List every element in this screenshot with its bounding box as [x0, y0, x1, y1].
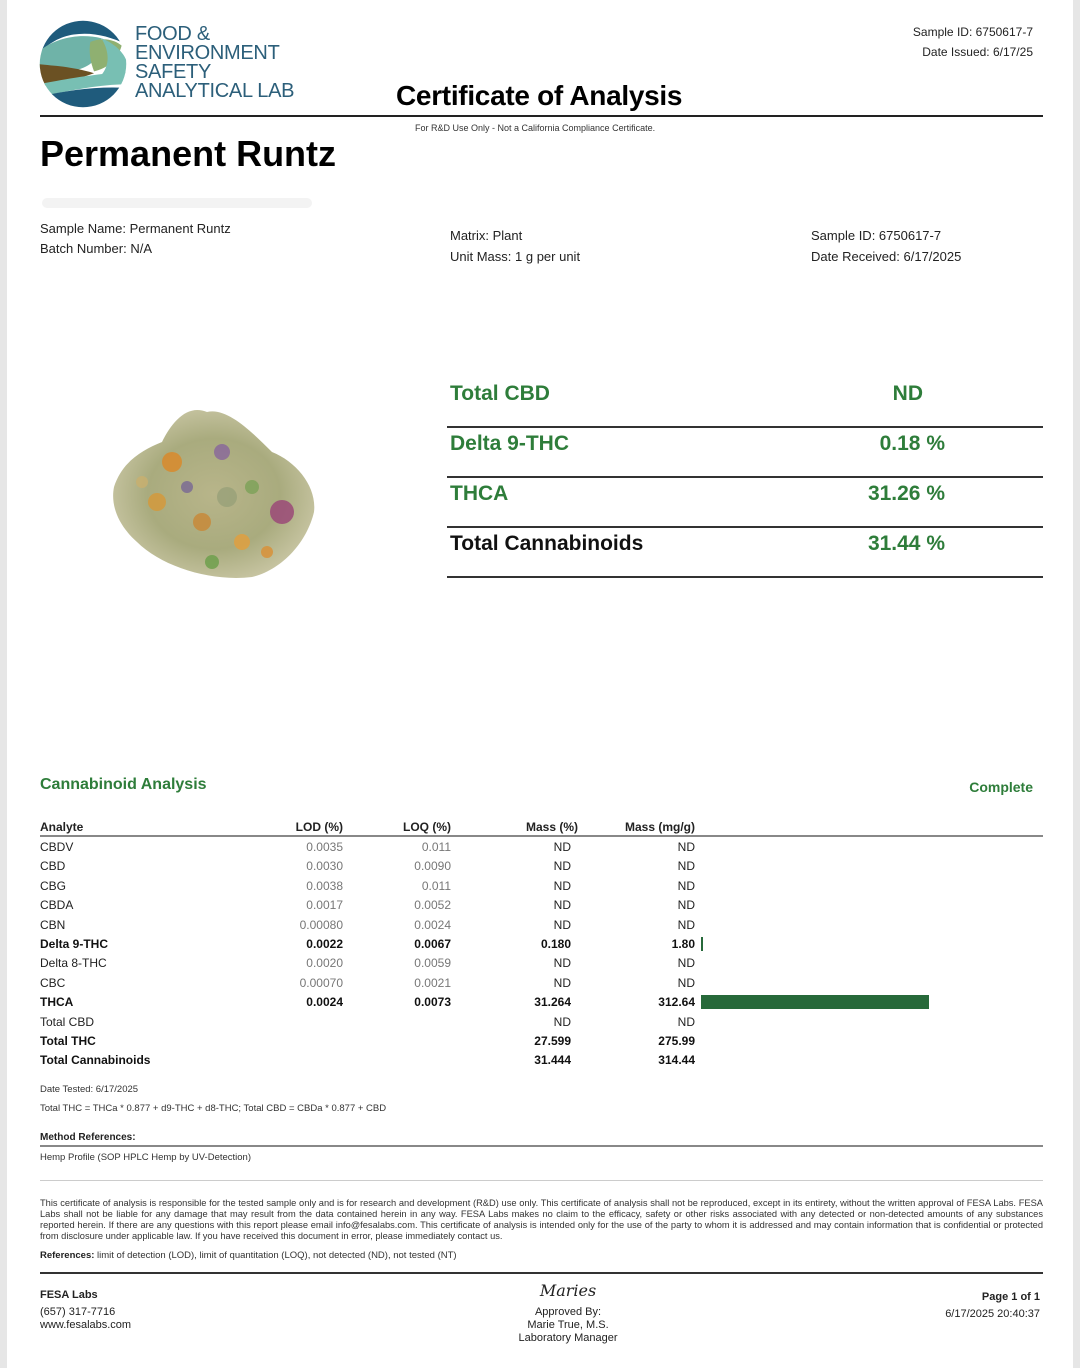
- loq-cell: 0.011: [421, 840, 451, 854]
- approver-name: Marie True, M.S.: [527, 1319, 609, 1331]
- mass-mg-cell: 275.99: [658, 1033, 695, 1048]
- analyte-cell: CBG: [40, 878, 67, 893]
- mass-pct-cell: 0.180: [540, 936, 571, 951]
- table-row: [40, 1050, 1043, 1069]
- mass-mg-cell: ND: [677, 956, 695, 971]
- table-row: [40, 856, 1043, 875]
- mass-mg-cell: ND: [677, 859, 695, 874]
- analyte-cell: Total Cannabinoids: [40, 1053, 151, 1068]
- analyte-cell: CBC: [40, 975, 66, 990]
- matrix: Matrix: Plant: [450, 228, 523, 243]
- header-meta: [913, 22, 1033, 62]
- mass-mg-cell: 314.44: [658, 1053, 695, 1068]
- analyte-cell: CBN: [40, 917, 66, 932]
- summary-row-delta9-thc: [447, 428, 1043, 478]
- analyte-cell: Delta 8-THC: [40, 956, 107, 971]
- column-header: LOQ (%): [403, 820, 451, 834]
- status-badge: Complete: [969, 779, 1033, 795]
- table-row: [40, 876, 1043, 895]
- mass-mg-cell: 1.80: [671, 936, 695, 951]
- lod-cell: 0.0022: [306, 936, 343, 951]
- mass-pct-cell: ND: [553, 956, 571, 971]
- table-row: [40, 1012, 1043, 1031]
- summary-row-thca: [447, 478, 1043, 528]
- page-number: Page 1 of 1: [981, 1291, 1040, 1303]
- mass-pct-cell: ND: [553, 878, 571, 893]
- summary-label: THCA: [450, 482, 509, 505]
- mass-pct-cell: 27.599: [534, 1033, 571, 1048]
- column-header: Mass (%): [525, 820, 578, 834]
- summary-value: 31.26 %: [867, 482, 945, 505]
- summary-value: 31.44 %: [867, 532, 945, 555]
- footer-divider: [40, 1272, 1043, 1274]
- references: [40, 1250, 457, 1261]
- analyte-cell: CBDV: [40, 840, 74, 854]
- summary-label: Total Cannabinoids: [450, 532, 644, 555]
- analyte-cell: Total CBD: [40, 1014, 95, 1029]
- analyte-cell: Total THC: [40, 1033, 96, 1048]
- mass-pct-cell: 31.264: [534, 995, 571, 1010]
- company-name: FESA Labs: [40, 1289, 98, 1301]
- analyte-cell: THCA: [40, 995, 74, 1010]
- header-sample-id: Sample ID: 6750617-7: [912, 25, 1033, 39]
- sample-id: Sample ID: 6750617-7: [811, 228, 942, 243]
- column-header: Mass (mg/g): [624, 820, 695, 834]
- loq-cell: 0.011: [421, 878, 451, 893]
- lod-cell: 0.0024: [306, 995, 343, 1010]
- redacted-line: [42, 198, 312, 208]
- summary-value: 0.18 %: [879, 432, 945, 455]
- mass-mg-cell: ND: [677, 975, 695, 990]
- unit-mass: Unit Mass: 1 g per unit: [450, 249, 581, 264]
- mass-bar: [701, 937, 703, 951]
- table-body: [40, 837, 1043, 1070]
- document-title: Certificate of Analysis: [396, 80, 683, 111]
- analyte-cell: Delta 9-THC: [40, 936, 109, 951]
- summary-row-total-cbd: [447, 378, 1043, 428]
- loq-cell: 0.0052: [414, 898, 451, 913]
- mass-mg-cell: ND: [677, 898, 695, 913]
- lab-name-line: ENVIRONMENT: [135, 42, 280, 64]
- mass-pct-cell: ND: [553, 917, 571, 932]
- sample-info-right: [811, 225, 961, 267]
- references-label: References:: [40, 1250, 95, 1261]
- loq-cell: 0.0024: [414, 917, 451, 932]
- table-row: [40, 915, 1043, 934]
- table-header: [40, 817, 1043, 837]
- mass-mg-cell: ND: [677, 1014, 695, 1029]
- mass-mg-cell: ND: [677, 840, 695, 854]
- company-website[interactable]: www.fesalabs.com: [40, 1319, 132, 1331]
- lod-cell: 0.0035: [306, 840, 343, 854]
- potency-summary: [447, 378, 1043, 578]
- analysis-title: Cannabinoid Analysis: [40, 776, 207, 793]
- sample-info-middle: [450, 225, 580, 267]
- header-date-issued: Date Issued: 6/17/25: [922, 45, 1033, 59]
- lab-name-line: FOOD &: [135, 23, 210, 45]
- certificate-page: [7, 0, 1073, 1368]
- column-header: LOD (%): [295, 820, 343, 834]
- product-title: Permanent Runtz: [40, 133, 337, 174]
- table-row: [40, 953, 1043, 972]
- summary-row-total-cannabinoids: [447, 528, 1043, 578]
- mass-pct-cell: ND: [553, 840, 571, 854]
- cannabinoid-table: [40, 817, 1043, 1070]
- table-row: [40, 934, 1043, 953]
- lod-cell: 0.0038: [306, 878, 343, 893]
- batch-number: Batch Number: N/A: [40, 241, 152, 256]
- header-divider: [40, 115, 1043, 117]
- lab-name-line: SAFETY: [135, 61, 211, 83]
- method-references-heading: Method References:: [40, 1128, 1043, 1147]
- footer-page-info: [945, 1289, 1040, 1323]
- table-row: [40, 1031, 1043, 1050]
- sample-name: Sample Name: Permanent Runtz: [40, 221, 231, 236]
- summary-label: Delta 9-THC: [450, 432, 570, 455]
- method-references-body: Hemp Profile (SOP HPLC Hemp by UV-Detection): [40, 1152, 252, 1163]
- company-phone: (657) 317-7716: [40, 1306, 116, 1318]
- print-timestamp: 6/17/2025 20:40:37: [945, 1308, 1040, 1320]
- total-formula: Total THC = THCa * 0.877 + d9-THC + d8-THC; Total CBD = CBDa * 0.877 + CBD: [40, 1103, 387, 1114]
- lod-cell: 0.0020: [306, 956, 343, 971]
- divider: [40, 1180, 1043, 1181]
- lod-cell: 0.00070: [299, 975, 343, 990]
- lod-cell: 0.0030: [306, 859, 343, 874]
- table-row: [40, 837, 1043, 856]
- analyte-cell: CBD: [40, 859, 66, 874]
- column-header: Analyte: [40, 820, 84, 834]
- mass-bar: [701, 995, 929, 1009]
- rd-use-note: For R&D Use Only - Not a California Compliance Certificate.: [415, 123, 656, 133]
- loq-cell: 0.0059: [414, 956, 451, 971]
- loq-cell: 0.0090: [414, 859, 451, 874]
- lab-name-line: ANALYTICAL LAB: [135, 80, 295, 102]
- lod-cell: 0.00080: [299, 917, 343, 932]
- mass-pct-cell: 31.444: [534, 1053, 571, 1068]
- footer-approval: [468, 1281, 668, 1345]
- mass-mg-cell: 312.64: [658, 995, 695, 1010]
- approved-by-label: Approved By:: [534, 1306, 602, 1318]
- analyte-cell: CBDA: [40, 898, 74, 913]
- loq-cell: 0.0067: [414, 936, 451, 951]
- table-row: [40, 895, 1043, 914]
- mass-pct-cell: ND: [553, 898, 571, 913]
- mass-pct-cell: ND: [553, 975, 571, 990]
- signature: Maries: [539, 1281, 597, 1300]
- sample-info-left: [40, 219, 231, 259]
- mass-pct-cell: ND: [553, 1014, 571, 1029]
- references-text: limit of detection (LOD), limit of quantitation (LOQ), not detected (ND), not tested (NT): [94, 1250, 457, 1261]
- mass-mg-cell: ND: [677, 917, 695, 932]
- footer-company: [40, 1289, 131, 1332]
- date-received: Date Received: 6/17/2025: [811, 249, 962, 264]
- lab-logo-icon: [37, 18, 129, 110]
- table-row: [40, 973, 1043, 992]
- lab-name: [135, 25, 294, 101]
- loq-cell: 0.0073: [414, 995, 451, 1010]
- summary-value: ND: [892, 382, 923, 405]
- table-row: [40, 992, 1043, 1011]
- lod-cell: 0.0017: [306, 898, 343, 913]
- mass-pct-cell: ND: [553, 859, 571, 874]
- mass-mg-cell: ND: [677, 878, 695, 893]
- disclaimer: This certificate of analysis is responsible for the tested sample only and is for research and development (R&D) use only. This certificate of analysis shall not be reproduced, except in its entirety, without the written approval of FESA Labs. FESA Labs shall not be liable for any damage that may result from the data contained herein in any way. FESA Labs makes no claim to the efficacy, safety or other risks associated with any detected or non-detected amounts of any substances reported herein. If there are any questions with this report please email info@fesalabs.com. This certificate of analysis is intended only for the use of the party to whom it is addressed and may contain information that is confidential or protected from disclosure under applicable law. If you have received this document in error, please immediately contact us.: [40, 1198, 1043, 1241]
- date-tested: Date Tested: 6/17/2025: [40, 1084, 139, 1095]
- loq-cell: 0.0021: [414, 975, 451, 990]
- approver-title: Laboratory Manager: [518, 1332, 618, 1344]
- product-photo: [102, 392, 322, 582]
- summary-label: Total CBD: [450, 382, 550, 405]
